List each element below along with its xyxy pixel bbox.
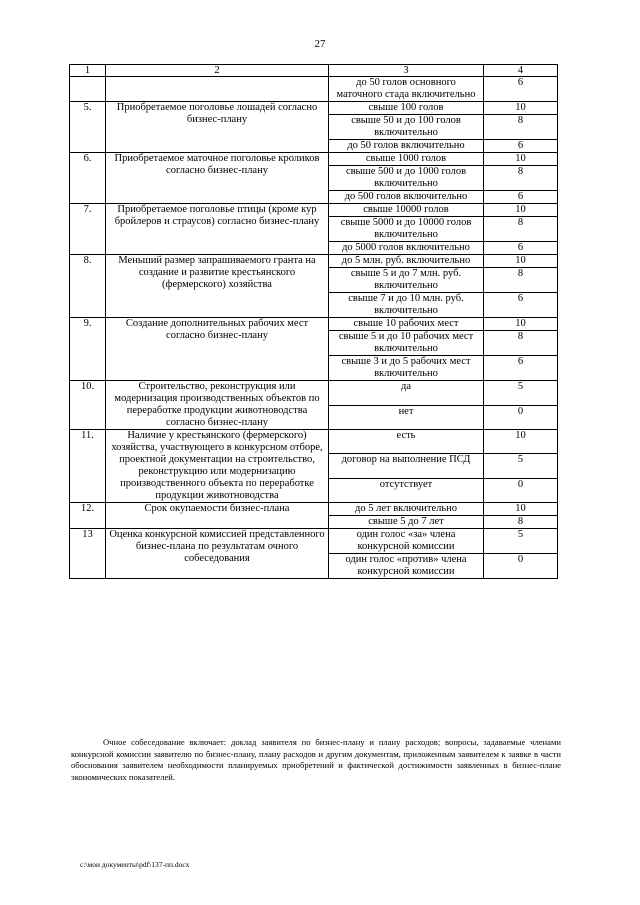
page-number: 27 — [314, 38, 326, 50]
criterion-condition: свыше 1000 голов — [329, 153, 484, 166]
criterion-number — [70, 77, 106, 102]
criterion-score: 6 — [484, 140, 558, 153]
criterion-score: 6 — [484, 77, 558, 102]
criterion-condition: есть — [329, 430, 484, 454]
criterion-condition: до 5 млн. руб. включительно — [329, 255, 484, 268]
table-row — [70, 102, 558, 115]
criterion-condition: один голос «за» члена конкурсной комиссии — [329, 529, 484, 554]
criterion-condition: свыше 5 и до 7 млн. руб. включительно — [329, 268, 484, 293]
criterion-condition: свыше 7 и до 10 млн. руб. включительно — [329, 293, 484, 318]
footer-file-path: c:\мои документы\pdf\137-пп.docx — [80, 860, 190, 869]
criterion-name — [106, 77, 329, 102]
table-row — [70, 204, 558, 217]
criterion-number: 11. — [70, 430, 106, 503]
criterion-score: 8 — [484, 115, 558, 140]
column-number-header: 4 — [484, 65, 558, 77]
criterion-name: Приобретаемое поголовье лошадей согласно бизнес-плану — [106, 102, 329, 153]
criterion-condition: нет — [329, 405, 484, 430]
criterion-number: 8. — [70, 255, 106, 318]
criterion-condition: свыше 100 голов — [329, 102, 484, 115]
table-row — [70, 77, 558, 102]
criterion-condition: да — [329, 381, 484, 406]
table-row — [70, 318, 558, 331]
criterion-condition: до 5 лет включительно — [329, 503, 484, 516]
criterion-name: Приобретаемое маточное поголовье кроликов согласно бизнес-плану — [106, 153, 329, 204]
criterion-score: 10 — [484, 153, 558, 166]
criterion-score: 10 — [484, 255, 558, 268]
criterion-name: Строительство, реконструкция или модернизация производственных объектов по переработке продукции животноводства согласно бизнес-плану — [106, 381, 329, 430]
criterion-score: 6 — [484, 356, 558, 381]
criterion-number: 9. — [70, 318, 106, 381]
criterion-score: 10 — [484, 318, 558, 331]
criterion-condition: отсутствует — [329, 478, 484, 502]
criterion-condition: свыше 3 и до 5 рабочих мест включительно — [329, 356, 484, 381]
criterion-score: 0 — [484, 405, 558, 430]
criterion-condition: свыше 5 и до 10 рабочих мест включительно — [329, 331, 484, 356]
table-row — [70, 529, 558, 554]
column-number-header: 3 — [329, 65, 484, 77]
interview-note: Очное собеседование включает: доклад заявителя по бизнес-плану и плану расходов; вопросы, задаваемые членами конкурсной комиссии заявителю по бизнес-плану, плану расходов и другим документам, приложенным заявителем к заявке в части обоснования заявителем необходимости планируемых приобретений и фактической достижимости заявленных в бизнес-плане экономических показателей. — [71, 737, 561, 782]
criterion-score: 8 — [484, 217, 558, 242]
column-number-row — [70, 65, 558, 77]
criterion-condition: свыше 5000 и до 10000 голов включительно — [329, 217, 484, 242]
table-row — [70, 153, 558, 166]
table-body — [70, 65, 558, 579]
criterion-number: 7. — [70, 204, 106, 255]
criterion-score: 8 — [484, 268, 558, 293]
criterion-score: 0 — [484, 478, 558, 502]
criterion-score: 8 — [484, 516, 558, 529]
criterion-score: 10 — [484, 204, 558, 217]
criterion-name: Оценка конкурсной комиссией представленного бизнес-плана по результатам очного собеседования — [106, 529, 329, 579]
criterion-condition: свыше 10 рабочих мест — [329, 318, 484, 331]
criterion-condition: свыше 5 до 7 лет — [329, 516, 484, 529]
criterion-score: 6 — [484, 293, 558, 318]
criterion-score: 0 — [484, 554, 558, 579]
criterion-condition: до 50 голов основного маточного стада включительно — [329, 77, 484, 102]
criterion-score: 8 — [484, 166, 558, 191]
criterion-score: 10 — [484, 430, 558, 454]
criterion-name: Приобретаемое поголовье птицы (кроме кур бройлеров и страусов) согласно бизнес-плану — [106, 204, 329, 255]
criterion-score: 5 — [484, 454, 558, 478]
table-row — [70, 381, 558, 406]
criterion-number: 13 — [70, 529, 106, 579]
criterion-name: Наличие у крестьянского (фермерского) хозяйства, участвующего в конкурсном отборе, проектной документации на строительство, реконструкцию или модернизацию производственного объекта по переработке продукции животноводства — [106, 430, 329, 503]
criterion-number: 12. — [70, 503, 106, 529]
table-row — [70, 255, 558, 268]
criterion-name: Создание дополнительных рабочих мест согласно бизнес-плану — [106, 318, 329, 381]
criterion-score: 5 — [484, 381, 558, 406]
criterion-number: 5. — [70, 102, 106, 153]
criterion-name: Меньший размер запрашиваемого гранта на создание и развитие крестьянского (фермерского) хозяйства — [106, 255, 329, 318]
criterion-score: 10 — [484, 102, 558, 115]
criterion-score: 10 — [484, 503, 558, 516]
criterion-name: Срок окупаемости бизнес-плана — [106, 503, 329, 529]
criterion-score: 5 — [484, 529, 558, 554]
criterion-condition: свыше 10000 голов — [329, 204, 484, 217]
criterion-number: 10. — [70, 381, 106, 430]
criterion-condition: один голос «против» члена конкурсной комиссии — [329, 554, 484, 579]
column-number-header: 1 — [70, 65, 106, 77]
criterion-number: 6. — [70, 153, 106, 204]
criterion-condition: до 500 голов включительно — [329, 191, 484, 204]
table-row — [70, 503, 558, 516]
criterion-score: 6 — [484, 191, 558, 204]
column-number-header: 2 — [106, 65, 329, 77]
criterion-condition: свыше 50 и до 100 голов включительно — [329, 115, 484, 140]
criterion-condition: до 50 голов включительно — [329, 140, 484, 153]
criterion-condition: свыше 500 и до 1000 голов включительно — [329, 166, 484, 191]
table-row — [70, 430, 558, 454]
criterion-condition: до 5000 голов включительно — [329, 242, 484, 255]
criterion-score: 8 — [484, 331, 558, 356]
criterion-condition: договор на выполнение ПСД — [329, 454, 484, 478]
criterion-score: 6 — [484, 242, 558, 255]
scoring-criteria-table — [69, 64, 558, 579]
